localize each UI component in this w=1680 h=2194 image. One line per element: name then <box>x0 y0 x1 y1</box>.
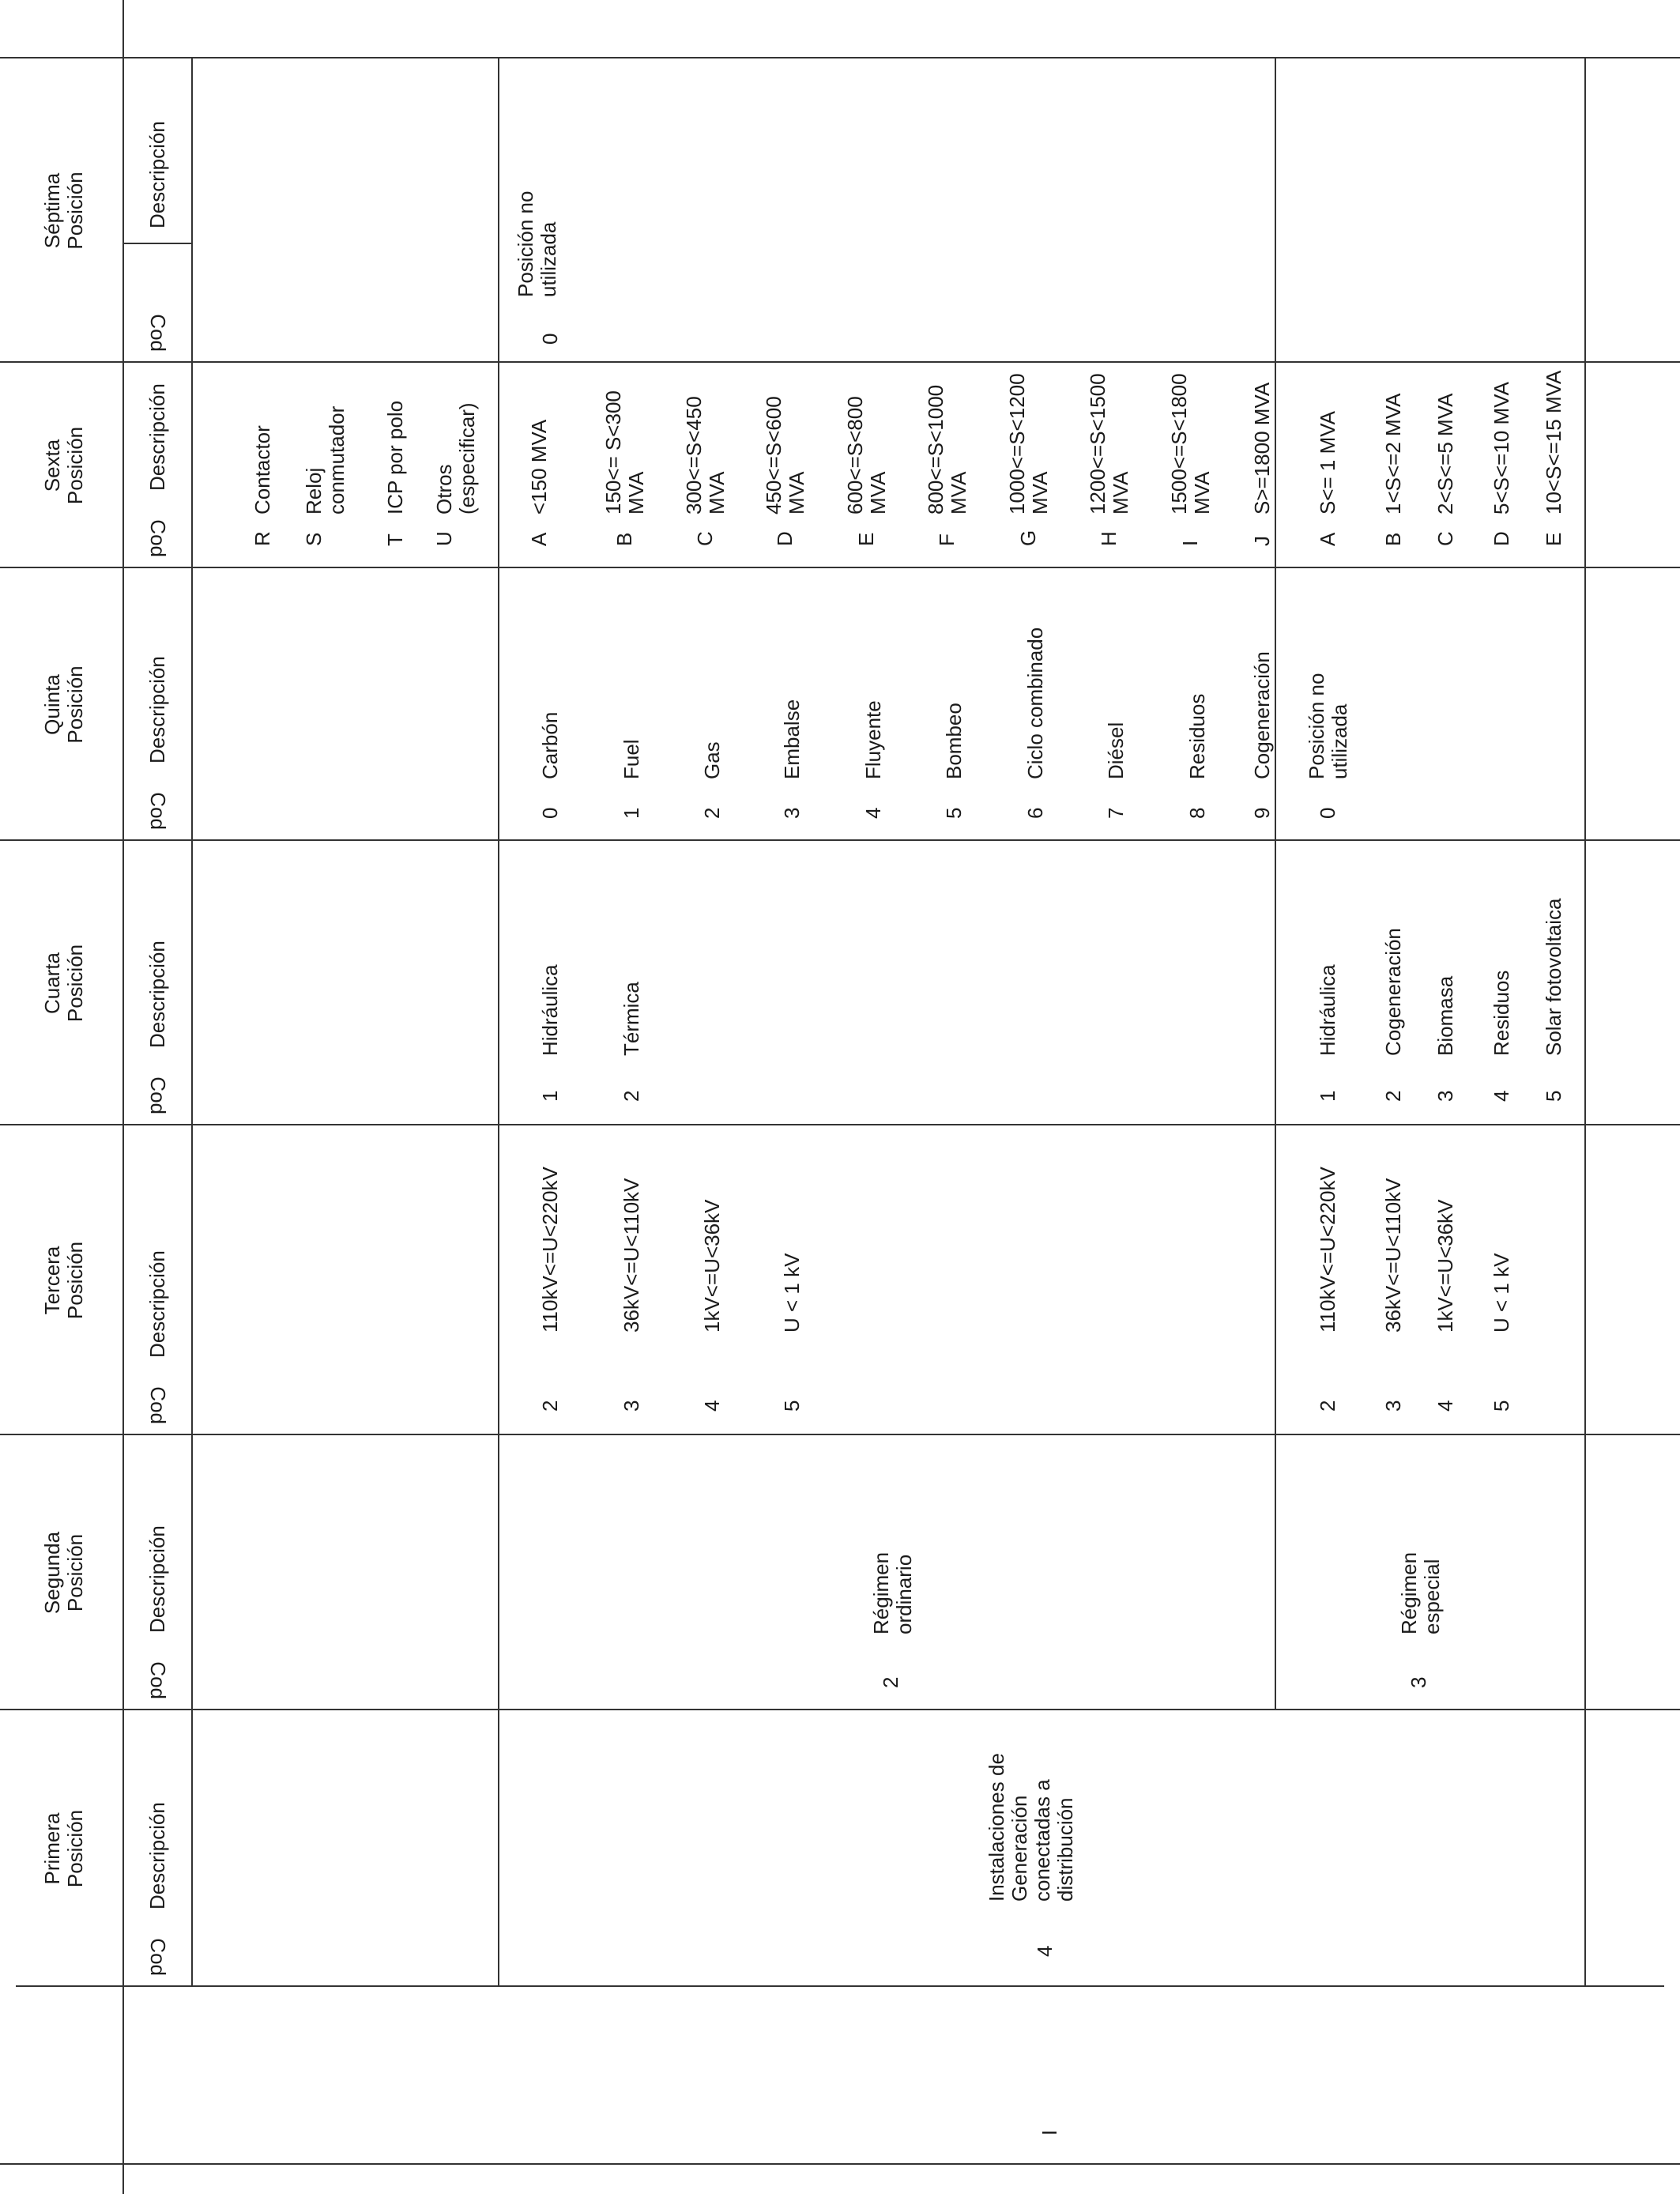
sexta-desc: MVA <box>1109 471 1132 515</box>
quinta-desc: Carbón <box>538 711 562 779</box>
quinta-cod: 0 <box>1316 807 1339 819</box>
header-cod-label-text: Cod <box>146 1386 170 1424</box>
col-divider <box>0 839 1680 841</box>
tercera-desc: U < 1 kV <box>1490 1253 1513 1333</box>
sexta-desc: 450<=S<600 <box>762 396 785 515</box>
sexta-desc: Contactor <box>250 425 274 515</box>
segunda-desc: ordinario <box>892 1554 916 1634</box>
quinta-cod: 8 <box>1185 807 1209 819</box>
cuarta-cod: 2 <box>1381 1090 1405 1102</box>
quinta-cod: 2 <box>700 807 724 819</box>
sexta-desc: 10<S<=15 MVA <box>1542 370 1565 515</box>
sexta-desc: MVA <box>947 471 970 515</box>
tercera-cod: 2 <box>538 1400 562 1412</box>
sexta-desc: MVA <box>1190 471 1214 515</box>
row-divider <box>498 58 499 1987</box>
header-desc-label: Descripción <box>145 1802 169 1909</box>
cuarta-cod: 3 <box>1433 1090 1457 1102</box>
col-divider <box>0 2163 1680 2165</box>
subcol-divider <box>122 243 192 244</box>
segunda-desc: Régimen <box>869 1551 893 1634</box>
sexta-desc: 1<S<=2 MVA <box>1381 393 1405 515</box>
quinta-desc: Embalse <box>780 699 804 779</box>
primera-cod: 4 <box>1033 1945 1057 1957</box>
row-divider <box>191 58 193 1987</box>
cuarta-desc: Solar fotovoltaica <box>1542 898 1565 1056</box>
col-divider <box>0 57 1680 58</box>
header-position-title: Segunda <box>40 1531 64 1615</box>
sexta-desc: MVA <box>624 471 648 515</box>
sexta-cod: D <box>773 531 797 546</box>
header-position-title: Tercera <box>40 1246 64 1315</box>
tercera-desc: 36kV<=U<110kV <box>1381 1178 1405 1333</box>
quinta-desc: Bombeo <box>942 703 966 779</box>
header-position-title: Posición <box>63 1241 87 1320</box>
tercera-cod: 2 <box>1316 1400 1339 1412</box>
tercera-cod: 4 <box>1433 1400 1457 1412</box>
primera-desc: Generación <box>1008 1795 1031 1902</box>
header-cod-label-text: Cod <box>146 792 170 830</box>
header-position-title: Sexta <box>40 439 64 492</box>
header-desc-label: Descripción <box>145 1525 169 1633</box>
header-desc-label: Descripción <box>145 383 169 491</box>
sexta-cod: U <box>432 531 456 546</box>
segunda-desc: especial <box>1420 1559 1444 1634</box>
col-divider <box>0 567 1680 568</box>
cuarta-cod: 4 <box>1490 1090 1513 1102</box>
sexta-desc: MVA <box>785 471 808 515</box>
quinta-desc: Gas <box>700 741 724 779</box>
quinta-desc: utilizada <box>1328 703 1351 779</box>
quinta-cod: 4 <box>861 807 885 819</box>
sexta-cod: H <box>1097 531 1121 546</box>
cuarta-desc: Cogeneración <box>1381 928 1405 1056</box>
row-divider <box>122 0 124 2194</box>
col-divider <box>0 1709 1680 1710</box>
header-position-title: Posición <box>63 426 87 505</box>
sexta-cod: D <box>1490 531 1513 546</box>
sexta-desc: ICP por polo <box>383 400 407 515</box>
primera-desc: conectadas a <box>1030 1779 1054 1902</box>
col-divider <box>16 1985 1664 1987</box>
sexta-desc: 800<=S<1000 <box>924 384 947 515</box>
tercera-cod: 5 <box>1490 1400 1513 1412</box>
sexta-cod: C <box>1433 531 1457 546</box>
header-position-title: Primera <box>40 1812 64 1885</box>
cuarta-cod: 1 <box>1316 1090 1339 1102</box>
sexta-desc: 300<=S<450 <box>682 396 706 515</box>
cuarta-desc: Residuos <box>1490 970 1513 1056</box>
sexta-cod: A <box>1316 532 1339 546</box>
header-cod-label <box>146 1076 169 1114</box>
tercera-desc: 110kV<=U<220kV <box>1316 1167 1339 1333</box>
header-position-title: Posición <box>63 665 87 744</box>
header-cod-label <box>146 314 169 352</box>
sexta-cod: R <box>250 531 274 546</box>
sexta-desc: MVA <box>866 471 890 515</box>
tercera-desc: 1kV<=U<36kV <box>1433 1199 1457 1333</box>
sexta-cod: B <box>1381 532 1405 546</box>
quinta-cod: 5 <box>942 807 966 819</box>
sexta-cod: J <box>1250 536 1274 546</box>
septima-desc: utilizada <box>537 221 560 297</box>
cuarta-desc: Térmica <box>620 982 643 1056</box>
quinta-desc: Diésel <box>1104 722 1128 779</box>
sexta-desc: 1000<=S<1200 <box>1005 373 1029 515</box>
segunda-cod: 2 <box>879 1676 902 1688</box>
septima-desc: Posición no <box>514 190 537 297</box>
cuarta-cod: 1 <box>538 1090 562 1102</box>
header-cod-label-text: Cod <box>146 1076 170 1114</box>
line-marker: I <box>1038 2129 1061 2136</box>
sexta-desc: conmutador <box>325 405 348 515</box>
col-divider <box>0 361 1680 363</box>
sexta-cod: S <box>302 532 326 546</box>
quinta-cod: 7 <box>1104 807 1128 819</box>
sexta-desc: 5<S<=10 MVA <box>1490 382 1513 515</box>
sexta-cod: T <box>383 533 407 546</box>
septima-cod: 0 <box>538 333 562 345</box>
sexta-desc: 150<= S<300 <box>601 390 625 515</box>
sexta-desc: Otros <box>432 464 456 515</box>
sexta-cod: E <box>854 532 878 546</box>
quinta-cod: 0 <box>538 807 562 819</box>
sexta-desc: S<= 1 MVA <box>1316 410 1339 515</box>
header-position-title: Quinta <box>40 674 64 735</box>
primera-desc: Instalaciones de <box>985 1753 1008 1902</box>
header-cod-label-text: Cod <box>146 1938 170 1976</box>
sexta-cod: F <box>935 533 959 546</box>
tercera-cod: 3 <box>1381 1400 1405 1412</box>
segunda-cod: 3 <box>1407 1676 1430 1688</box>
header-cod-label <box>146 519 169 557</box>
quinta-cod: 3 <box>780 807 804 819</box>
primera-desc: distribución <box>1053 1797 1077 1902</box>
cuarta-desc: Hidráulica <box>1316 964 1339 1056</box>
sexta-cod: I <box>1178 540 1202 546</box>
quinta-desc: Fuel <box>620 739 643 779</box>
sexta-cod: B <box>612 532 636 546</box>
cuarta-cod: 5 <box>1542 1090 1565 1102</box>
tercera-cod: 3 <box>620 1400 643 1412</box>
header-position-title: Posición <box>63 1809 87 1888</box>
header-cod-label-text: Cod <box>146 1661 170 1699</box>
sexta-cod: E <box>1542 532 1565 546</box>
sexta-desc: 1500<=S<1800 <box>1167 373 1191 515</box>
header-position-title: Posición <box>63 944 87 1023</box>
sexta-cod: G <box>1016 530 1040 546</box>
sexta-desc: S>=1800 MVA <box>1250 382 1274 515</box>
col-divider <box>0 1434 1680 1435</box>
tercera-desc: 1kV<=U<36kV <box>700 1199 724 1333</box>
header-cod-label <box>146 792 169 830</box>
header-cod-label-text: Cod <box>146 314 170 352</box>
quinta-desc: Ciclo combinado <box>1023 627 1047 779</box>
tercera-desc: 110kV<=U<220kV <box>538 1167 562 1333</box>
sexta-desc: Reloj <box>302 467 326 515</box>
quinta-desc: Cogeneración <box>1250 651 1274 779</box>
segunda-desc: Régimen <box>1397 1551 1421 1634</box>
quinta-cod: 1 <box>620 807 643 819</box>
cuarta-cod: 2 <box>620 1090 643 1102</box>
sexta-desc: <150 MVA <box>527 419 551 515</box>
header-position-title: Cuarta <box>40 952 64 1015</box>
header-desc-label: Descripción <box>145 121 169 228</box>
tercera-desc: U < 1 kV <box>780 1253 804 1333</box>
header-position-title: Posición <box>63 172 87 250</box>
quinta-desc: Posición no <box>1305 673 1328 779</box>
sexta-desc: 1200<=S<1500 <box>1086 373 1109 515</box>
header-position-title: Posición <box>63 1533 87 1612</box>
sexta-desc: MVA <box>705 471 729 515</box>
header-cod-label <box>146 1661 169 1699</box>
sexta-desc: 600<=S<800 <box>843 396 867 515</box>
tercera-cod: 5 <box>780 1400 804 1412</box>
quinta-desc: Residuos <box>1185 693 1209 779</box>
sexta-cod: A <box>527 532 551 546</box>
sexta-desc: MVA <box>1028 471 1052 515</box>
tercera-cod: 4 <box>700 1400 724 1412</box>
quinta-desc: Fluyente <box>861 700 885 779</box>
sexta-cod: C <box>693 531 717 546</box>
header-desc-label: Descripción <box>145 1250 169 1358</box>
header-cod-label-text: Cod <box>146 519 170 557</box>
row-divider <box>1275 58 1276 1710</box>
sexta-desc: (especificar) <box>455 402 479 515</box>
col-divider <box>0 1124 1680 1125</box>
header-cod-label <box>146 1938 169 1976</box>
row-divider <box>1584 58 1586 1987</box>
header-cod-label <box>146 1386 169 1424</box>
sexta-desc: 2<S<=5 MVA <box>1433 393 1457 515</box>
header-position-title: Séptima <box>40 172 64 249</box>
quinta-cod: 9 <box>1250 807 1274 819</box>
cuarta-desc: Hidráulica <box>538 964 562 1056</box>
header-desc-label: Descripción <box>145 941 169 1048</box>
header-desc-label: Descripción <box>145 656 169 763</box>
tercera-desc: 36kV<=U<110kV <box>620 1178 643 1333</box>
cuarta-desc: Biomasa <box>1433 975 1457 1056</box>
quinta-cod: 6 <box>1023 807 1047 819</box>
